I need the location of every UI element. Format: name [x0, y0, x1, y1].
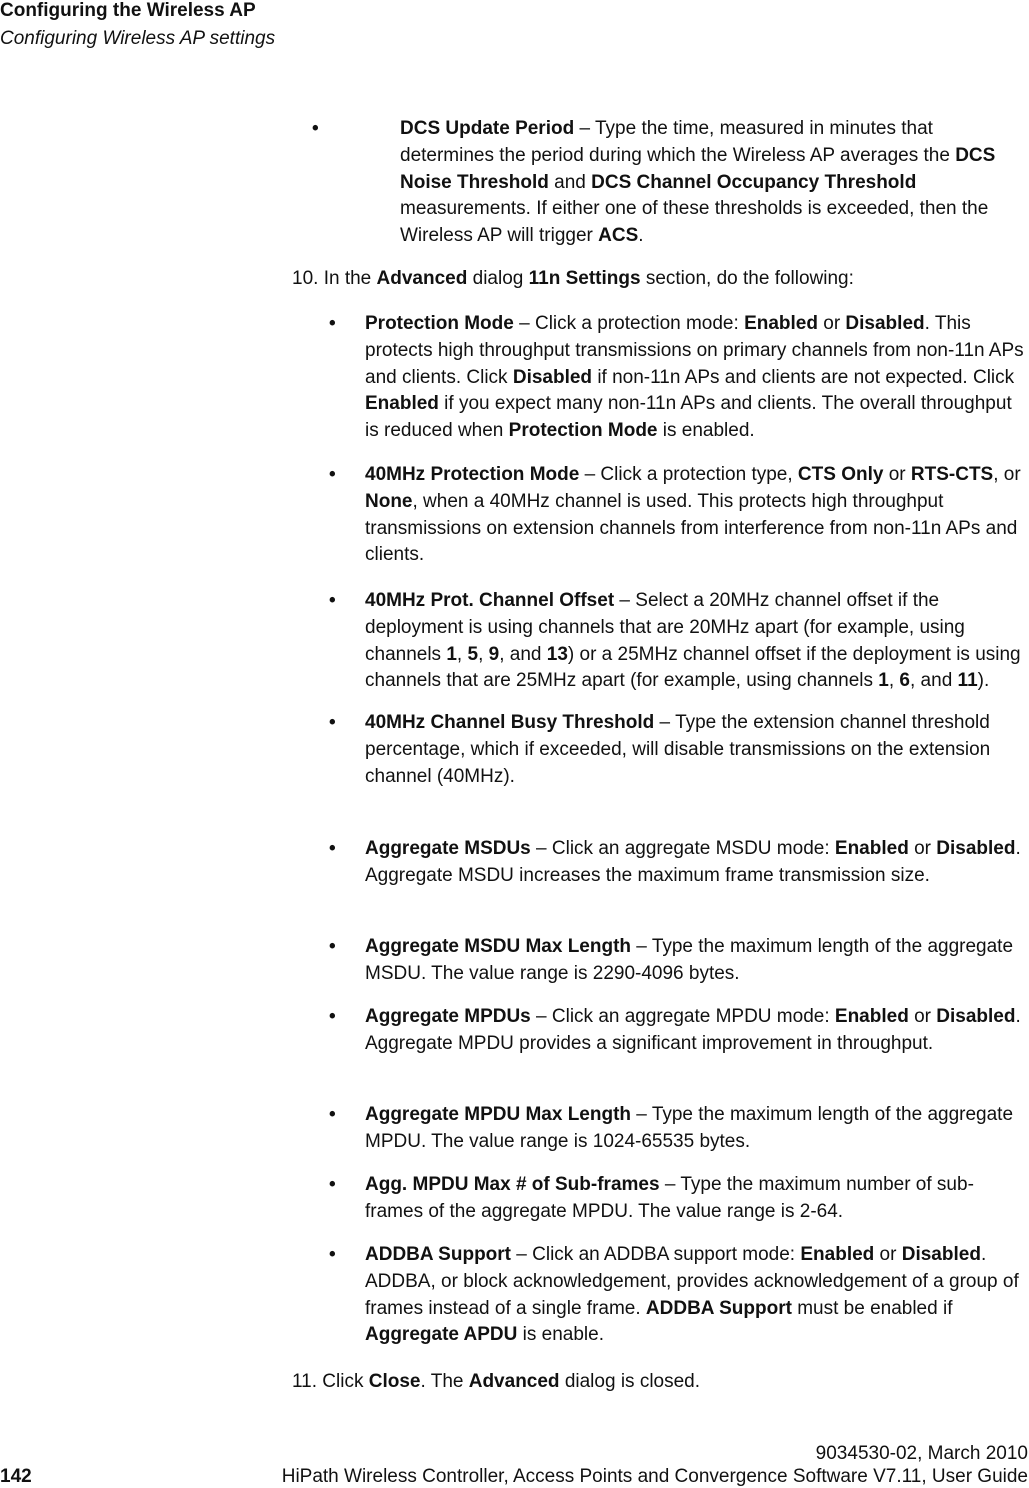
bullet-text: 40MHz Channel Busy Threshold – Type the extension channel threshold percentage, which if exceeded, will disable transmissions on the extension channel (40MHz).: [365, 712, 991, 787]
bullet-channel-offset: [329, 588, 1029, 700]
bullet-40mhz-protection-mode: [329, 462, 1029, 574]
bullet-dot: •: [329, 590, 336, 611]
bullet-aggregate-mpdus: [329, 1004, 1029, 1088]
bullet-text: Aggregate MPDU Max Length – Type the maximum length of the aggregate MPDU. The value range is 1024-65535 bytes.: [365, 1104, 1014, 1152]
bullet-text: Agg. MPDU Max # of Sub-frames – Type the maximum number of sub-frames of the aggregate MPDU. The value range is 2-64.: [365, 1174, 974, 1222]
step-11: 11. Click Close. The Advanced dialog is closed.: [292, 1371, 701, 1392]
bullet-dot: •: [329, 1244, 336, 1265]
bullet-dot: •: [329, 712, 336, 733]
step-number: 10.: [292, 268, 319, 289]
step-10: 10. In the Advanced dialog 11n Settings section, do the following:: [292, 268, 854, 289]
bullet-text: Aggregate MPDUs – Click an aggregate MPDU mode: Enabled or Disabled. Aggregate MPDU provides a significant improvement in throughput.: [365, 1006, 1021, 1054]
bullet-text: 40MHz Protection Mode – Click a protection type, CTS Only or RTS-CTS, or None, when a 40MHz channel is used. This protects high throughput transmissions on extension channels from interference from non-11n APs and clients.: [365, 464, 1021, 566]
bullet-dot: •: [329, 1006, 336, 1027]
bullet-text: Aggregate MSDUs – Click an aggregate MSDU mode: Enabled or Disabled. Aggregate MSDU increases the maximum frame transmission size.: [365, 838, 1021, 886]
footer-doc-id: 9034530-02, March 2010: [815, 1443, 1028, 1464]
footer-guide-title: HiPath Wireless Controller, Access Points and Convergence Software V7.11, User Guide: [281, 1466, 1028, 1487]
bullet-dot: •: [329, 1104, 336, 1125]
bullet-dot: •: [329, 838, 336, 859]
page-header-title: Configuring the Wireless AP: [0, 0, 256, 21]
page-header-subtitle: Configuring Wireless AP settings: [0, 28, 276, 49]
bullet-msdu-max-length: [329, 934, 1029, 990]
bullet-mpdu-subframes: [329, 1172, 1029, 1228]
bullet-text: 40MHz Prot. Channel Offset – Select a 20MHz channel offset if the deployment is using channels that are 20MHz apart (for example, using channels 1, 5, 9, and 13) or a 25MHz channel offset if the deployment is using channels that are 25MHz apart (for example, using channels 1, 6, and 11).: [365, 590, 1021, 692]
bullet-protection-mode: [329, 311, 1029, 451]
bullet-dot: •: [329, 936, 336, 957]
bullet-busy-threshold: [329, 710, 1029, 794]
footer-page-number: 142: [0, 1466, 32, 1487]
bullet-dot: •: [329, 1174, 336, 1195]
bullet-text: Aggregate MSDU Max Length – Type the maximum length of the aggregate MSDU. The value range is 2290-4096 bytes.: [365, 936, 1014, 984]
bullet-text: DCS Update Period – Type the time, measured in minutes that determines the period during which the Wireless AP averages the DCS Noise Threshold and DCS Channel Occupancy Threshold measurements. If either one of these thresholds is exceeded, then the Wireless AP will trigger ACS.: [400, 118, 996, 247]
bullet-dot: •: [312, 118, 319, 139]
bullet-text: Protection Mode – Click a protection mode: Enabled or Disabled. This protects high throughput transmissions on primary channels from non-11n APs and clients. Click Disabled if non-11n APs and clients are not expected. Click Enabled if you expect many non-11n APs and clients. The overall throughput is reduced when Protection Mode is enabled.: [365, 313, 1024, 442]
bullet-mpdu-max-length: [329, 1102, 1029, 1158]
bullet-text: ADDBA Support – Click an ADDBA support mode: Enabled or Disabled. ADDBA, or block acknowledgement, provides acknowledgement of a group of frames instead of a single frame. ADDBA Support must be enabled if Aggregate APDU is enable.: [365, 1244, 1019, 1346]
bullet-dot: •: [329, 464, 336, 485]
bullet-addba-support: [329, 1242, 1029, 1354]
step-number: 11.: [292, 1371, 318, 1392]
bullet-aggregate-msdus: [329, 836, 1029, 920]
bullet-dcs-update-period: [312, 116, 1029, 256]
bullet-dot: •: [329, 313, 336, 334]
